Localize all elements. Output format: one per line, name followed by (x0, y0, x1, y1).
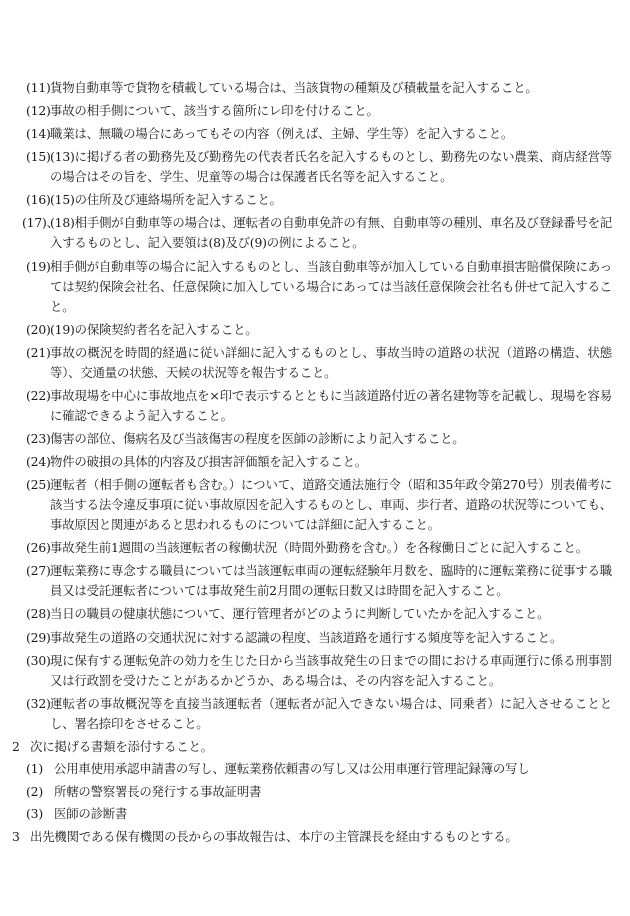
item-number: (30) (26, 652, 51, 668)
item-number: (1) (26, 761, 43, 777)
section-text: 次に掲げる書類を添付すること。 (30, 738, 213, 754)
item-number: (19) (26, 258, 51, 274)
item-text: 運転者（相手側の運転者も含む。）について、道路交通法施行令（昭和35年政令第270号）別表備考に該当する法令違反事項に従い事故原因を記入するものとし、車両、歩行者、道路の状況等についても、事故原因と関連があると思われるものについては詳細に記入すること。 (50, 477, 612, 533)
item-text: 運転業務に専念する職員については当該運転車両の運転経験年月数を、臨時的に運転業務に従事する職員又は受託運転者については事故発生前2月間の運転日数又は時間を記入すること。 (50, 563, 612, 599)
item-number: (25) (26, 477, 51, 493)
item-text: (19)の保険契約者名を記入すること。 (50, 321, 258, 337)
list-item (0, 429, 630, 449)
item-number: (28) (26, 606, 51, 622)
list-item (0, 651, 630, 691)
item-number: (16) (26, 192, 51, 208)
item-text: 事故発生の道路の交通状況に対する認識の程度、当該道路を通行する頻度等を記入すること。 (50, 629, 563, 645)
list-item (0, 538, 630, 558)
section-number: 2 (12, 738, 20, 754)
item-text: 貨物自動車等で貨物を積載している場合は、当該貨物の種類及び積載量を記入すること。 (50, 80, 538, 95)
item-text: 事故の概況を時間的経過に従い詳細に記入するものとし、事故当時の道路の状況（道路の構造、状態等）、交通量の状態、天候の状況等を報告すること。 (50, 344, 612, 380)
item-number: (23) (26, 430, 51, 446)
list-item (0, 124, 630, 144)
list-item (0, 78, 630, 98)
item-number: (26) (26, 540, 51, 556)
section-3 (0, 827, 630, 847)
item-text: 事故発生前1週間の当該運転者の稼働状況（時間外勤務を含む。）を各稼働日ごとに記入すること。 (50, 540, 588, 556)
item-number: (2) (26, 783, 43, 799)
item-number: (20) (26, 321, 51, 337)
list-item (0, 213, 630, 253)
list-item (0, 561, 630, 601)
item-text: 医師の診断書 (54, 806, 128, 822)
item-number: (24) (26, 454, 51, 470)
item-text: 職業は、無職の場合にあってもその内容（例えば、主婦、学生等）を記入すること。 (50, 126, 514, 142)
item-text: 事故現場を中心に事故地点を×印で表示するとともに当該道路付近の著名建物等を記載し、現場を容易に確認できるよう記入すること。 (50, 387, 612, 423)
item-number: (29) (26, 629, 51, 645)
list-item (0, 257, 630, 317)
item-text: 現に保有する運転免許の効力を生じた日から当該事故発生の日までの間における車両運行に係る刑事罰又は行政罰を受けたことがあるかどうか、ある場合は、その内容を記入すること。 (50, 652, 612, 688)
item-text: 物件の破損の具体的内容及び損害評価額を記入すること。 (50, 454, 367, 470)
item-text: (15)の住所及び連絡場所を記入すること。 (50, 192, 282, 208)
item-number: (22) (26, 387, 51, 403)
document-body (0, 78, 630, 850)
item-text: 運転者の事故概況等を直接当該運転者（運転者が記入できない場合は、同乗者）に記入させることとし、署名捺印をさせること。 (50, 695, 612, 731)
list-item (0, 320, 630, 340)
section-number: 3 (12, 829, 20, 845)
list-item (0, 604, 630, 624)
section-text: 出先機関である保有機関の長からの事故報告は、本庁の主管課長を経由するものとする。 (30, 829, 518, 845)
item-number: (11) (26, 80, 51, 95)
attachment-item (0, 782, 630, 802)
section-2 (0, 737, 630, 757)
item-text: 所轄の警察署長の発行する事故証明書 (54, 783, 262, 799)
item-number: (27) (26, 563, 51, 579)
list-item (0, 147, 630, 187)
list-item (0, 452, 630, 472)
item-number: (17)、 (22, 215, 59, 231)
list-item (0, 101, 630, 121)
item-text: 事故の相手側について、該当する箇所にレ印を付けること。 (50, 103, 379, 119)
item-text: (13)に掲げる者の勤務先及び勤務先の代表者氏名を記入するものとし、勤務先のない農業、商店経営等の場合はその旨を、学生、児童等の場合は保護者氏名等を記入すること。 (50, 149, 612, 185)
item-text: 当日の職員の健康状態について、運行管理者がどのように判断していたかを記入すること。 (50, 606, 550, 622)
item-text: (18)相手側が自動車等の場合は、運転者の自動車免許の有無、自動車等の種別、車名及び登録番号を記入するものとし、記入要領は(8)及び(9)の例によること。 (50, 215, 612, 251)
item-number: (12) (26, 103, 51, 119)
list-item (0, 694, 630, 734)
item-number: (32) (26, 695, 51, 711)
list-item (0, 628, 630, 648)
item-text: 公用車使用承認申請書の写し、運転業務依頼書の写し又は公用車運行管理記録簿の写し (54, 761, 530, 777)
list-item (0, 475, 630, 535)
list-item (0, 190, 630, 210)
item-number: (3) (26, 806, 43, 822)
item-number: (15) (26, 149, 51, 165)
item-number: (21) (26, 344, 51, 360)
item-text: 傷害の部位、傷病名及び当該傷害の程度を医師の診断により記入すること。 (50, 430, 465, 446)
list-item (0, 343, 630, 383)
item-number: (14) (26, 126, 51, 142)
item-text: 相手側が自動車等の場合に記入するものとし、当該自動車等が加入している自動車損害賠償保険にあっては契約保険会社名、任意保険に加入している場合にあっては当該任意保険会社名も併せて記入すること。 (50, 258, 612, 314)
list-item (0, 386, 630, 426)
attachment-item (0, 759, 630, 779)
attachment-item (0, 804, 630, 824)
